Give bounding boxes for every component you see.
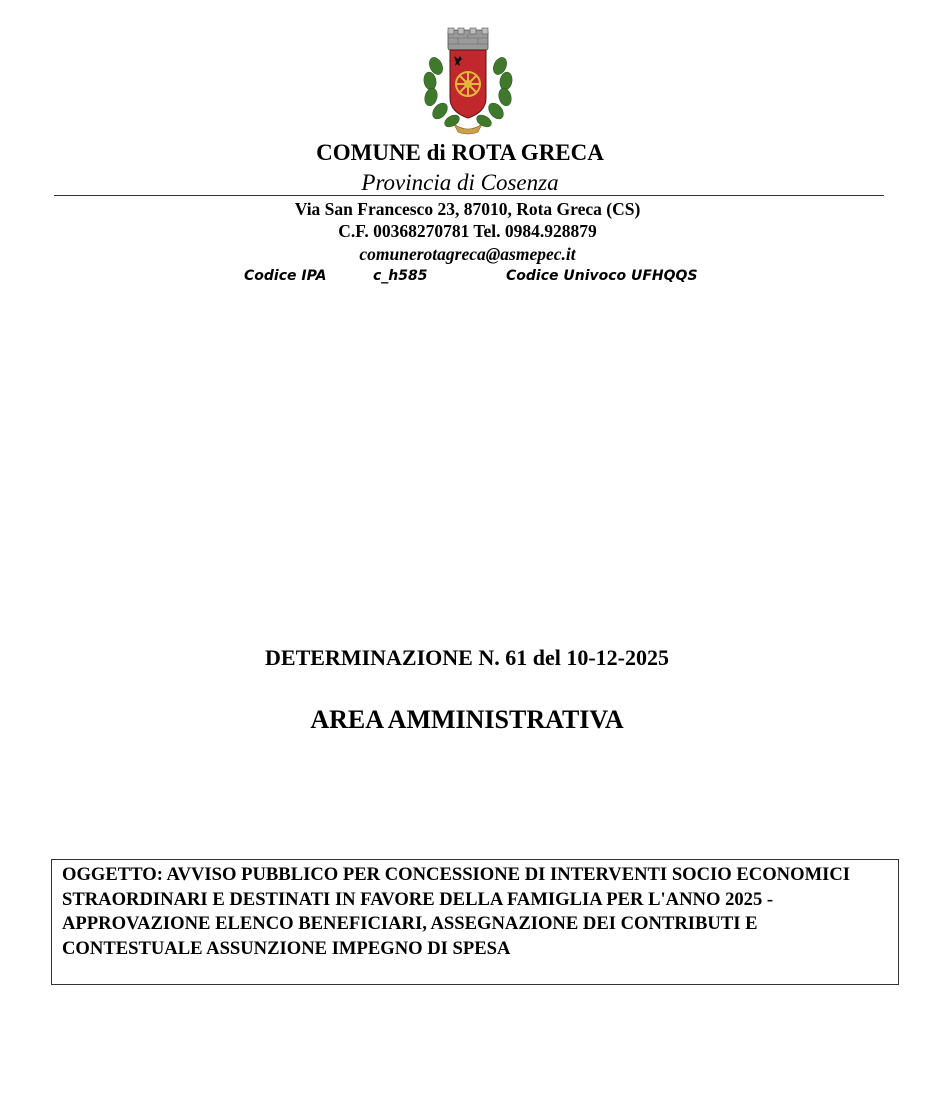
comune-name: COMUNE di ROTA GRECA — [316, 140, 604, 165]
codice-univoco-label: Codice Univoco — [506, 268, 627, 284]
wheel-emblem — [456, 72, 480, 96]
codice-ipa-label: Codice IPA — [244, 268, 327, 284]
crown — [448, 28, 488, 50]
oggetto-box — [51, 859, 899, 985]
provincia-label: Provincia di Cosenza — [361, 170, 559, 195]
oggetto-text: OGGETTO: AVVISO PUBBLICO PER CONCESSIONE DI INTERVENTI SOCIO ECONOMICI STRAORDINARI E DESTINATI IN FAVORE DELLA FAMIGLIA PER L'ANNO 2025 - APPROVAZIONE ELENCO BENEFICIARI, ASSEGNAZIONE DEI CONTRIBUTI E CONTESTUALE ASSUNZIONE IMPEGNO DI SPESA — [62, 864, 851, 959]
fiscal-code-phone-line: C.F. 00368270781 Tel. 0984.928879 — [338, 221, 597, 241]
address-line: Via San Francesco 23, 87010, Rota Greca (CS) — [294, 199, 641, 219]
determinazione-title: DETERMINAZIONE N. 61 del 10-12-2025 — [265, 645, 669, 670]
ribbon — [454, 124, 482, 134]
pec-email-link[interactable]: comunerotagreca@asmepec.it — [359, 244, 576, 264]
codice-univoco-value: UFHQQS — [631, 268, 698, 284]
header-divider — [54, 195, 884, 196]
codice-ipa-value: c_h585 — [373, 268, 428, 284]
rota-greca-coat-of-arms-icon — [418, 26, 518, 138]
area-title: AREA AMMINISTRATIVA — [310, 705, 624, 734]
